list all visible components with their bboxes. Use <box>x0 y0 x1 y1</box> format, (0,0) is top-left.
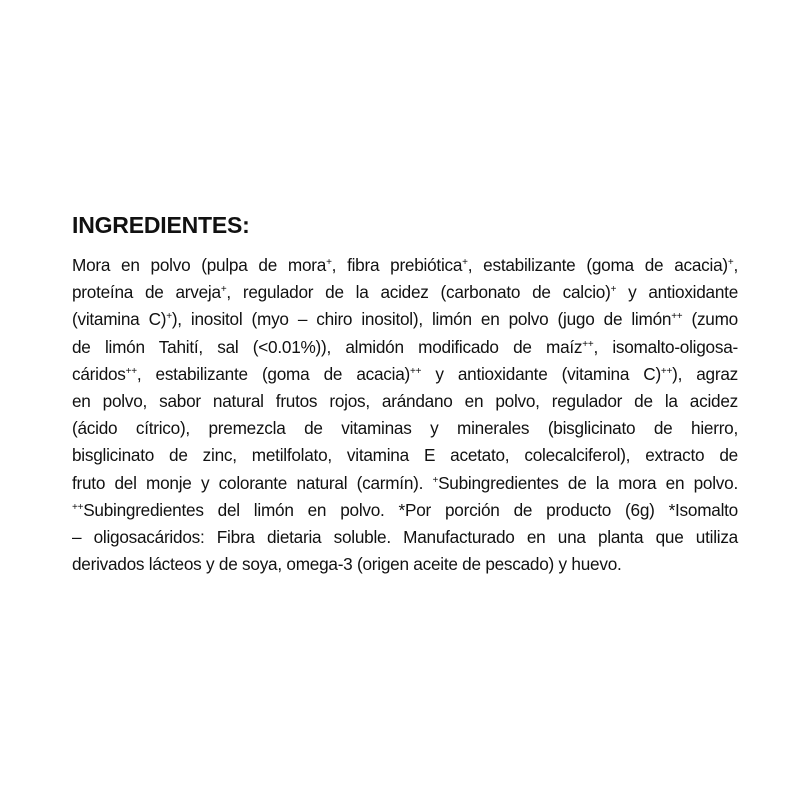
ingredients-line <box>72 415 738 442</box>
line-text: , isomalto-oligosa- <box>593 336 738 357</box>
line-text: (ácido cítrico), premezcla de vitaminas y minerales (bisglicinato de hierro, <box>72 418 738 439</box>
superscript-marker: + <box>432 474 439 486</box>
ingredients-heading: INGREDIENTES: <box>72 212 250 238</box>
line-text: , <box>733 255 738 275</box>
line-text: ), agraz <box>672 363 738 384</box>
superscript-marker: + <box>326 257 332 268</box>
line-text: de limón Tahití, sal (<0.01%)), almidón modificado de maíz <box>72 336 583 357</box>
line-text: Subingredientes del limón en polvo. *Por porción de producto (6g) *Isomalto <box>83 499 738 520</box>
superscript-marker: + <box>462 257 468 268</box>
superscript-marker: ++ <box>660 365 673 377</box>
line-text: derivados lácteos y de soya, omega-3 (origen aceite de pescado) y huevo. <box>72 554 622 575</box>
line-text: , regulador de la acidez (carbonato de calcio) <box>226 282 611 303</box>
ingredients-text <box>72 252 738 578</box>
superscript-marker: ++ <box>582 338 594 350</box>
ingredients-line <box>72 497 738 524</box>
line-text: y antioxidante <box>616 282 739 303</box>
ingredients-line <box>72 551 738 578</box>
ingredients-line <box>72 252 738 279</box>
line-text: bisglicinato de zinc, metilfolato, vitamina E acetato, colecalciferol), extracto de <box>72 445 738 466</box>
ingredients-panel <box>72 210 738 578</box>
line-text: en polvo, sabor natural frutos rojos, arándano en polvo, regulador de la acidez <box>72 391 738 412</box>
line-text: Mora en polvo (pulpa de mora <box>72 255 327 275</box>
line-text: , fibra prebiótica <box>331 255 463 275</box>
ingredients-line <box>72 361 738 388</box>
ingredients-line <box>72 524 738 551</box>
ingredients-line <box>72 470 738 497</box>
ingredients-line <box>72 334 738 361</box>
superscript-marker: ++ <box>125 365 137 377</box>
ingredients-line <box>72 279 738 306</box>
superscript-marker: ++ <box>72 501 84 513</box>
ingredients-line <box>72 388 738 415</box>
superscript-marker: ++ <box>671 311 683 323</box>
line-text: y antioxidante (vitamina C) <box>421 363 661 384</box>
superscript-marker: + <box>220 284 227 296</box>
line-text: , estabilizante (goma de acacia) <box>467 255 728 275</box>
superscript-marker: ++ <box>410 365 422 377</box>
line-text: Subingredientes de la mora en polvo. <box>438 472 738 493</box>
superscript-marker: + <box>610 284 617 296</box>
line-text: cáridos <box>72 363 126 384</box>
line-text: ), inositol (myo – chiro inositol), limón en polvo (jugo de limón <box>171 309 672 330</box>
line-text: , estabilizante (goma de acacia) <box>136 363 410 384</box>
line-text: (zumo <box>682 309 738 330</box>
superscript-marker: + <box>166 311 172 323</box>
ingredients-line <box>72 442 738 469</box>
line-text: proteína de arveja <box>72 282 221 303</box>
line-text: (vitamina C) <box>72 309 167 330</box>
line-text: fruto del monje y colorante natural (carmín). <box>72 472 433 493</box>
ingredients-line <box>72 306 738 333</box>
line-text: – oligosacáridos: Fibra dietaria soluble. Manufacturado en una planta que utiliza <box>72 527 738 548</box>
superscript-marker: + <box>727 257 734 268</box>
